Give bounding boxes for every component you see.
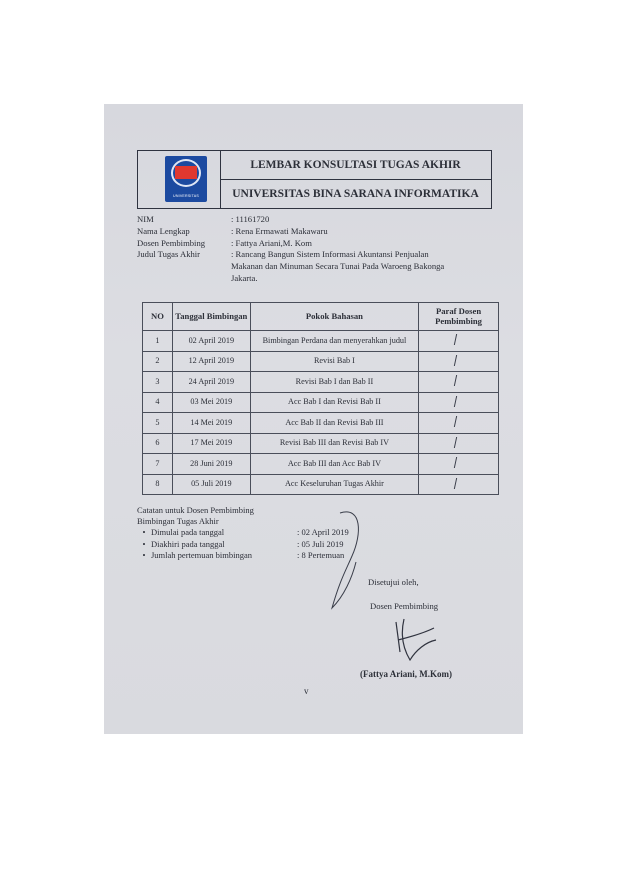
info-label: Judul Tugas Akhir [137,249,201,260]
cell-topic: Revisi Bab I [250,351,418,372]
cell-no: 8 [143,474,173,495]
col-header-topic: Pokok Bahasan [250,303,418,331]
cell-no: 7 [143,454,173,475]
cell-date: 02 April 2019 [172,331,250,352]
cell-date: 17 Mei 2019 [172,433,250,454]
page-number: v [304,686,309,696]
notes-value: : 05 Juli 2019 [297,538,344,549]
col-header-signature: Paraf Dosen Pembimbing [419,303,499,331]
handwritten-signatures [104,104,523,734]
notes-label: Diakhiri pada tanggal [151,538,225,549]
advisor-name: (Fattya Ariani, M.Kom) [360,669,452,679]
col-header-date: Tanggal Bimbingan [172,303,250,331]
bullet-icon: • [142,549,146,560]
cell-date: 12 April 2019 [172,351,250,372]
info-value: : Rancang Bangun Sistem Informasi Akuntansi Penjualan [231,249,429,260]
cell-date: 14 Mei 2019 [172,413,250,434]
approver-role: Dosen Pembimbing [370,601,439,611]
approved-by-label: Disetujui oleh, [368,577,419,587]
info-value: Makanan dan Minuman Secara Tunai Pada Waroeng Bakonga [231,261,445,272]
document-title: LEMBAR KONSULTASI TUGAS AKHIR [220,151,491,180]
cell-date: 28 Juni 2019 [172,454,250,475]
cell-no: 6 [143,433,173,454]
notes-heading: Catatan untuk Dosen Pembimbing [137,505,254,515]
info-label: Dosen Pembimbing [137,237,206,248]
cell-topic: Revisi Bab III dan Revisi Bab IV [250,433,418,454]
info-value: Jakarta. [231,272,258,283]
cell-topic: Acc Keseluruhan Tugas Akhir [250,474,418,495]
cell-topic: Bimbingan Perdana dan menyerahkan judul [250,331,418,352]
bullet-icon: • [142,527,146,538]
notes-subheading: Bimbingan Tugas Akhir [137,516,219,527]
cell-no: 4 [143,392,173,413]
cell-topic: Acc Bab I dan Revisi Bab II [250,392,418,413]
col-header-no: NO [143,303,173,331]
large-signature-stroke [332,512,358,608]
scanned-page [104,104,523,734]
cell-topic: Revisi Bab I dan Bab II [250,372,418,393]
notes-label: Jumlah pertemuan bimbingan [151,549,253,560]
cell-topic: Acc Bab II dan Revisi Bab III [250,413,418,434]
cell-topic: Acc Bab III dan Acc Bab IV [250,454,418,475]
cell-date: 03 Mei 2019 [172,392,250,413]
advisor-signature [396,619,436,660]
cell-no: 5 [143,413,173,434]
cell-date: 05 Juli 2019 [172,474,250,495]
info-value: : Fattya Ariani,M. Kom [231,237,312,248]
cell-no: 3 [143,372,173,393]
info-value: : Rena Ermawati Makawaru [231,225,328,236]
cell-no: 2 [143,351,173,372]
institution-name: UNIVERSITAS BINA SARANA INFORMATIKA [232,188,479,200]
info-label: Nama Lengkap [137,225,190,236]
info-value: : 11161720 [231,214,270,224]
logo-text: UNIVERSITAS [173,194,199,198]
bullet-icon: • [142,538,146,549]
notes-value: : 8 Pertemuan [297,549,345,560]
notes-value: : 02 April 2019 [297,527,349,538]
cell-no: 1 [143,331,173,352]
cell-date: 24 April 2019 [172,372,250,393]
notes-label: Dimulai pada tanggal [151,527,225,538]
info-label: NIM [137,214,154,224]
